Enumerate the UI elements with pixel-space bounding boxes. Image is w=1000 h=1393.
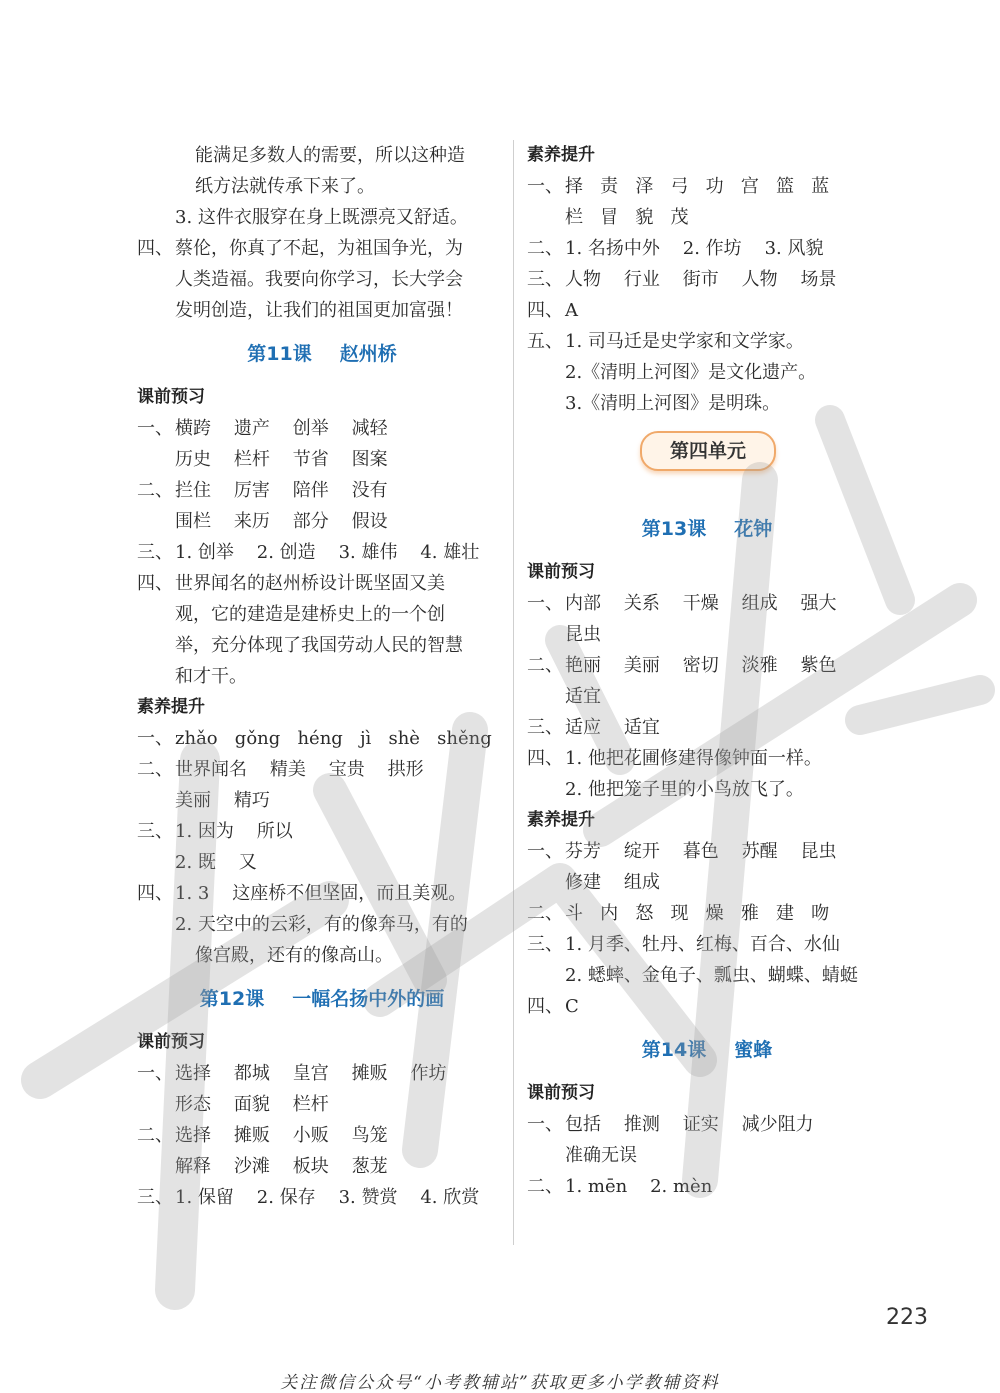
answer-text: 3. 这件衣服穿在身上既漂亮又舒适。 <box>175 207 468 228</box>
answer-line <box>527 233 887 264</box>
lesson-heading <box>527 1022 887 1078</box>
question-marker: 二、 <box>527 1176 563 1197</box>
question-marker: 一、 <box>527 1114 563 1135</box>
answer-text: 2. 天空中的云彩，有的像奔马，有的 <box>175 914 468 935</box>
answer-line <box>527 774 887 805</box>
question-marker: 三、 <box>527 269 563 290</box>
question-marker: 四、 <box>527 748 563 769</box>
question-marker: 二、 <box>137 759 173 780</box>
answer-text: 历史 栏杆 节省 图案 <box>175 449 388 470</box>
answer-line <box>137 754 507 785</box>
answer-line <box>137 233 507 264</box>
answer-text: 修建 组成 <box>565 872 660 893</box>
answer-line <box>137 723 507 754</box>
lesson-heading <box>137 326 507 382</box>
lesson-number: 第14课 <box>641 1039 707 1061</box>
section-title: 课前预习 <box>527 562 595 582</box>
answer-line <box>137 785 507 816</box>
answer-line <box>137 816 507 847</box>
answer-line <box>527 295 887 326</box>
answer-text: 1. 创举 2. 创造 3. 雄伟 4. 雄壮 <box>175 542 480 563</box>
answer-text: 纸方法就传承下来了。 <box>195 176 375 197</box>
answer-text: 1. 名扬中外 2. 作坊 3. 风貌 <box>565 238 824 259</box>
answer-text: 和才干。 <box>175 666 247 687</box>
answer-line <box>137 413 507 444</box>
answer-text: 2. 既 又 <box>175 852 257 873</box>
answer-line <box>527 712 887 743</box>
question-marker: 四、 <box>527 300 563 321</box>
answer-text: 1. 月季、牡丹、红梅、百合、水仙 <box>565 934 840 955</box>
answer-line <box>527 357 887 388</box>
page-number: 223 <box>886 1305 928 1330</box>
answer-text: 像宫殿，还有的像高山。 <box>195 945 393 966</box>
question-marker: 一、 <box>137 1063 173 1084</box>
lesson-title: 一幅名扬中外的画 <box>292 988 445 1010</box>
answer-text: C <box>565 996 579 1017</box>
lesson-heading <box>527 501 887 557</box>
answer-text: 形态 面貌 栏杆 <box>175 1094 329 1115</box>
question-marker: 一、 <box>527 593 563 614</box>
question-marker: 四、 <box>137 238 173 259</box>
answer-text: 2. 蟋蟀、金龟子、瓢虫、蝴蝶、蜻蜓 <box>565 965 858 986</box>
answer-line <box>527 681 887 712</box>
answer-line <box>137 909 507 940</box>
lesson-heading <box>137 971 507 1027</box>
answer-text: 选择 摊贩 小贩 鸟笼 <box>175 1125 388 1146</box>
answer-text: 栏 冒 貌 茂 <box>565 207 689 228</box>
answer-line <box>527 929 887 960</box>
answer-line <box>527 743 887 774</box>
answer-text: 1. 因为 所以 <box>175 821 293 842</box>
answer-line <box>527 619 887 650</box>
answer-line <box>137 171 507 202</box>
answer-line <box>527 836 887 867</box>
answer-line <box>527 388 887 419</box>
question-marker: 四、 <box>137 883 173 904</box>
answer-line <box>137 630 507 661</box>
answer-line <box>527 1140 887 1171</box>
question-marker: 一、 <box>137 728 173 749</box>
answer-line <box>137 140 507 171</box>
answer-line <box>137 1120 507 1151</box>
answer-text: 择 责 泽 弓 功 宫 篮 蓝 <box>565 176 830 197</box>
question-marker: 四、 <box>527 996 563 1017</box>
answer-text: 1. 司马迁是史学家和文学家。 <box>565 331 804 352</box>
answer-line <box>137 264 507 295</box>
answer-text: 解释 沙滩 板块 葱茏 <box>175 1156 388 1177</box>
answer-text: 横跨 遗产 创举 减轻 <box>175 418 388 439</box>
answer-text: 拦住 厉害 陪伴 没有 <box>175 480 388 501</box>
section-title: 素养提升 <box>527 810 595 830</box>
answer-text: 美丽 精巧 <box>175 790 270 811</box>
answer-text: zhǎo gǒng héng jì shè shěng <box>175 728 492 749</box>
question-marker: 一、 <box>137 418 173 439</box>
answer-text: 世界闻名 精美 宝贵 拱形 <box>175 759 424 780</box>
answer-line <box>527 960 887 991</box>
question-marker: 二、 <box>527 903 563 924</box>
answer-line <box>137 568 507 599</box>
answer-text: 1. mēn 2. mèn <box>565 1176 713 1197</box>
question-marker: 二、 <box>137 480 173 501</box>
question-marker: 二、 <box>137 1125 173 1146</box>
question-marker: 三、 <box>137 1187 173 1208</box>
lesson-title: 蜜蜂 <box>734 1039 773 1061</box>
question-marker: 一、 <box>527 841 563 862</box>
answer-line <box>137 1058 507 1089</box>
answer-text: 芬芳 绽开 暮色 苏醒 昆虫 <box>565 841 837 862</box>
answer-line <box>527 1171 887 1202</box>
answer-text: 1. 3 这座桥不但坚固，而且美观。 <box>175 883 467 904</box>
section-title: 课前预习 <box>137 387 205 407</box>
answer-text: 蔡伦，你真了不起，为祖国争光，为 <box>175 238 463 259</box>
answer-text: 3.《清明上河图》是明珠。 <box>565 393 781 414</box>
answer-text: 斗 内 怒 现 燥 雅 建 吻 <box>565 903 830 924</box>
answer-text: 围栏 来历 部分 假设 <box>175 511 388 532</box>
answer-text: 世界闻名的赵州桥设计既坚固又美 <box>175 573 445 594</box>
section-title: 课前预习 <box>137 1032 205 1052</box>
column-divider <box>513 140 514 1245</box>
answer-line <box>137 475 507 506</box>
answer-text: 能满足多数人的需要，所以这种造 <box>195 145 465 166</box>
question-marker: 二、 <box>527 238 563 259</box>
question-marker: 一、 <box>527 176 563 197</box>
answer-text: 昆虫 <box>565 624 601 645</box>
answer-text: 观，它的建造是建桥史上的一个创 <box>175 604 445 625</box>
answer-text: 2.《清明上河图》是文化遗产。 <box>565 362 817 383</box>
answer-line <box>527 650 887 681</box>
answer-line <box>137 878 507 909</box>
lesson-number: 第11课 <box>247 343 312 365</box>
answer-line <box>137 1089 507 1120</box>
answer-text: 2. 他把笼子里的小鸟放飞了。 <box>565 779 804 800</box>
question-marker: 五、 <box>527 331 563 352</box>
lesson-title: 花钟 <box>734 518 773 540</box>
answer-line <box>137 202 507 233</box>
section-title: 课前预习 <box>527 1083 595 1103</box>
section-title: 素养提升 <box>527 145 595 165</box>
answer-line <box>137 940 507 971</box>
answer-text: A <box>565 300 578 321</box>
left-column <box>137 140 507 1213</box>
answer-text: 发明创造，让我们的祖国更加富强！ <box>175 300 463 321</box>
answer-line <box>527 202 887 233</box>
answer-line <box>527 867 887 898</box>
unit-badge: 第四单元 <box>640 431 776 471</box>
answer-line <box>527 991 887 1022</box>
footer-note: 关注微信公众号“小考教辅站”获取更多小学教辅资料 <box>280 1373 720 1393</box>
answer-text: 选择 都城 皇宫 摊贩 作坊 <box>175 1063 447 1084</box>
answer-line <box>137 1151 507 1182</box>
answer-line <box>137 847 507 878</box>
question-marker: 四、 <box>137 573 173 594</box>
answer-line <box>527 171 887 202</box>
answer-line <box>137 295 507 326</box>
answer-line <box>137 444 507 475</box>
question-marker: 三、 <box>137 821 173 842</box>
answer-text: 人物 行业 街市 人物 场景 <box>565 269 837 290</box>
answer-line <box>137 599 507 630</box>
answer-text: 人类造福。我要向你学习，长大学会 <box>175 269 463 290</box>
answer-text: 适宜 <box>565 686 601 707</box>
answer-line <box>527 588 887 619</box>
answer-line <box>527 898 887 929</box>
answer-text: 举，充分体现了我国劳动人民的智慧 <box>175 635 463 656</box>
right-column <box>527 140 887 1202</box>
lesson-title: 赵州桥 <box>339 343 397 365</box>
answer-text: 1. 保留 2. 保存 3. 赞赏 4. 欣赏 <box>175 1187 480 1208</box>
answer-text: 准确无误 <box>565 1145 637 1166</box>
lesson-number: 第13课 <box>641 518 707 540</box>
question-marker: 二、 <box>527 655 563 676</box>
answer-text: 适应 适宜 <box>565 717 660 738</box>
answer-text: 1. 他把花圃修建得像钟面一样。 <box>565 748 822 769</box>
section-title: 素养提升 <box>137 697 205 717</box>
answer-text: 包括 推测 证实 减少阻力 <box>565 1114 814 1135</box>
question-marker: 三、 <box>137 542 173 563</box>
answer-line <box>527 1109 887 1140</box>
lesson-number: 第12课 <box>199 988 265 1010</box>
answer-line <box>527 326 887 357</box>
answer-line <box>137 537 507 568</box>
answer-text: 艳丽 美丽 密切 淡雅 紫色 <box>565 655 837 676</box>
question-marker: 三、 <box>527 934 563 955</box>
unit-heading <box>527 419 887 501</box>
answer-text: 内部 关系 干燥 组成 强大 <box>565 593 837 614</box>
answer-line <box>137 506 507 537</box>
question-marker: 三、 <box>527 717 563 738</box>
answer-line <box>137 661 507 692</box>
answer-line <box>137 1182 507 1213</box>
answer-line <box>527 264 887 295</box>
